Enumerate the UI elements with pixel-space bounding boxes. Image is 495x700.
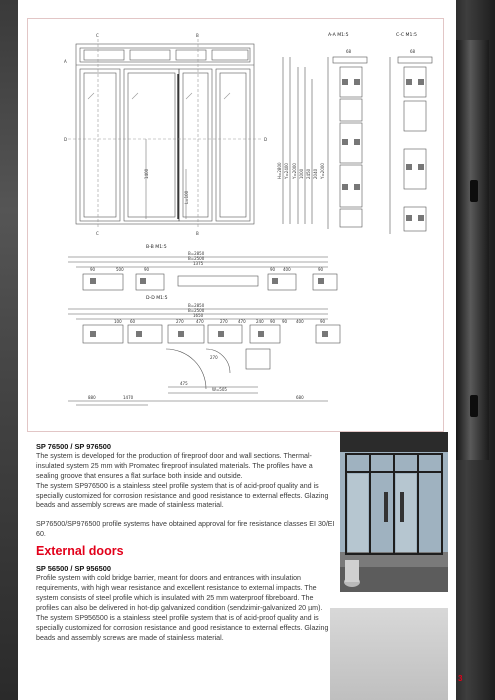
dimension-label: 680 bbox=[296, 395, 304, 400]
dimension-label: 270 bbox=[210, 355, 218, 360]
profile-section-dd bbox=[83, 325, 123, 343]
section-marker: D bbox=[64, 137, 68, 142]
paragraph: The system is developed for the production of fireproof door and wall sections. Thermal-insulated system 25 mm with Promatec fireproof insulated materials. The profiles have a sealing groove that ensures a flat surface both inside and outside. bbox=[36, 451, 313, 480]
dimension-label: 90 bbox=[144, 267, 150, 272]
dimension-label: 500 bbox=[116, 267, 124, 272]
dimension-label: 90 bbox=[270, 319, 276, 324]
dimension-label: 90 bbox=[282, 319, 288, 324]
dimension-label: 470 bbox=[238, 319, 246, 324]
dimension-label: H=2800 bbox=[277, 162, 282, 179]
dimension-label: 400 bbox=[296, 319, 304, 324]
section-label-bb: B-B M1:5 bbox=[146, 245, 167, 250]
dimension-label: B=2850 bbox=[188, 251, 205, 256]
dimension-label: 1400 bbox=[144, 168, 149, 179]
paragraph: Profile system with cold bridge barrier, meant for doors and entrances with insulation requirements, with high wear resistance and excellent resistance to external impacts. The system consists of steel profile which is insulated with 25 mm waterproof fibreboard. The profiles can also be delivered in hot-dip galvanized condition (sendzimir-galvanized 20 µm). bbox=[36, 574, 323, 612]
door-hinge bbox=[470, 395, 478, 417]
door-elevation-frame bbox=[76, 44, 254, 224]
dimension-label: B=2850 bbox=[188, 303, 205, 308]
dimension-label: 1000 bbox=[299, 168, 304, 179]
article-text bbox=[36, 442, 336, 643]
dimension-label: Y=2000 bbox=[292, 163, 297, 179]
profile-section-bb bbox=[83, 274, 123, 290]
fixed-side-panel bbox=[216, 69, 250, 221]
section-marker: B bbox=[196, 33, 199, 38]
fixed-side-panel bbox=[80, 69, 120, 221]
dimension-label: 1650 bbox=[193, 313, 204, 318]
dimension-label: 2450 bbox=[306, 168, 311, 179]
section-label-aa: A-A M1:5 bbox=[328, 33, 349, 38]
entrance-photo bbox=[340, 432, 448, 592]
technical-drawing bbox=[27, 18, 444, 432]
dimension-label: 100 bbox=[114, 319, 122, 324]
door-hinge bbox=[470, 180, 478, 202]
dimension-label: 60 bbox=[130, 319, 136, 324]
dimension-label: 1375 bbox=[193, 261, 204, 266]
paragraph: SP76500/SP976500 profile systems have obtained approval for fire resistance classes EI 30/EI 60. bbox=[36, 520, 335, 539]
background-photo-bottom bbox=[330, 608, 448, 700]
dimension-label: 475 bbox=[180, 381, 188, 386]
product-title: SP 76500 / SP 976500 bbox=[36, 442, 111, 451]
dimension-label: 470 bbox=[196, 319, 204, 324]
page-number: 3 bbox=[458, 674, 463, 683]
dimension-label: 880 bbox=[88, 395, 96, 400]
section-label-dd: D-D M1:5 bbox=[146, 296, 168, 301]
product-title: SP 56500 / SP 956500 bbox=[36, 564, 111, 574]
section-heading: External doors bbox=[36, 544, 124, 559]
dimension-label: 270 bbox=[176, 319, 184, 324]
dimension-label: 68 bbox=[410, 49, 416, 54]
section-marker: C bbox=[96, 33, 99, 38]
dimension-label: L=100 bbox=[184, 190, 189, 204]
dimension-label: B=2500 bbox=[188, 256, 205, 261]
dimension-label: 68 bbox=[346, 49, 352, 54]
section-marker: C bbox=[96, 231, 99, 236]
dimension-label: 400 bbox=[283, 267, 291, 272]
dimension-label: 1470 bbox=[123, 395, 134, 400]
dimension-label: 90 bbox=[270, 267, 276, 272]
door-leaf-left bbox=[124, 69, 179, 221]
dimension-label: 90 bbox=[320, 319, 326, 324]
dimension-label: 90 bbox=[318, 267, 324, 272]
dimension-label: Y=2400 bbox=[284, 163, 289, 179]
dimension-label: 90 bbox=[90, 267, 96, 272]
dimension-label: 270 bbox=[220, 319, 228, 324]
section-marker: D bbox=[264, 137, 268, 142]
paragraph: The system SP976500 is a stainless steel profile system that is of acid-proof quality and is specially customized for corrosion resistance and good resistance to external effects. Glazing beads and assembly screws are made of stainless material. bbox=[36, 481, 329, 510]
section-marker: B bbox=[196, 231, 199, 236]
dimension-label: 240 bbox=[256, 319, 264, 324]
dimension-label: W=505 bbox=[212, 387, 227, 392]
dimension-label: 2040 bbox=[313, 168, 318, 179]
paragraph: The system SP956500 is a stainless steel profile system that is of acid-proof quality and is specially customized for corrosion resistance and good resistance to external effects. Glazing beads and assembly screws are made of stainless material. bbox=[36, 613, 329, 642]
dimension-label: B=2500 bbox=[188, 308, 205, 313]
dimension-label: Y=2000 bbox=[320, 163, 325, 179]
section-marker: A bbox=[64, 59, 67, 64]
section-label-cc: C-C M1:5 bbox=[396, 33, 417, 38]
